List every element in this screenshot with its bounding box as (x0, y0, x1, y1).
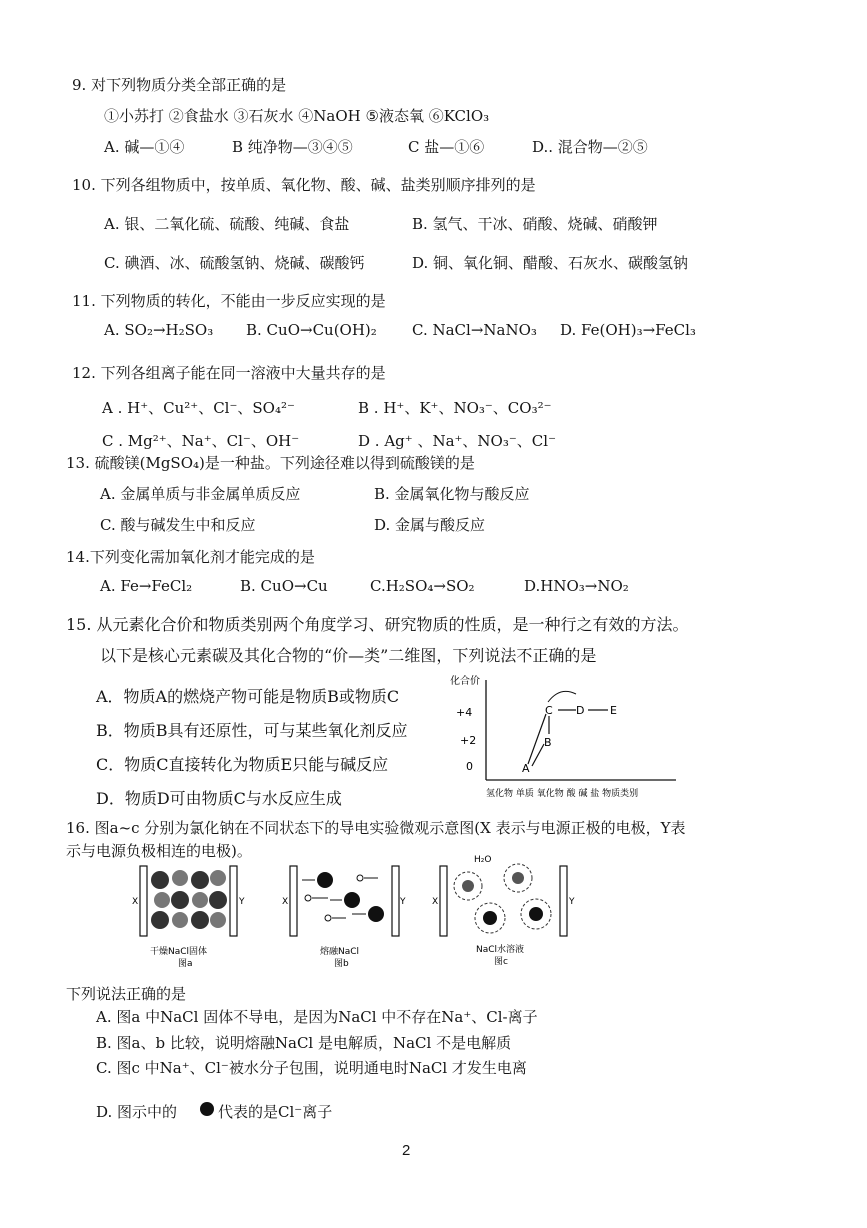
q14-stem: 14.下列变化需加氧化剂才能完成的是 (66, 548, 315, 566)
y-tick-zero: 0 (466, 760, 473, 773)
q14-option-b: B. CuO→Cu (240, 577, 328, 595)
q12-option-b: B . H⁺、K⁺、NO₃⁻、CO₃²⁻ (358, 399, 552, 417)
q14-option-c: C.H₂SO₄→SO₂ (370, 577, 475, 595)
point-e: E (610, 704, 617, 717)
ion-lattice (151, 870, 227, 929)
figure-a-solid-nacl (130, 862, 250, 972)
q16-option-c: C. 图c 中Na⁺、Cl⁻被水分子包围，说明通电时NaCl 才发生电离 (96, 1059, 527, 1077)
q16-option-d-prefix: D. 图示中的 (96, 1103, 178, 1121)
q12-stem: 12. 下列各组离子能在同一溶液中大量共存的是 (72, 364, 386, 382)
q9-stem: 9. 对下列物质分类全部正确的是 (72, 76, 287, 94)
figure-c-nacl-solution (432, 852, 582, 972)
q10-option-a: A. 银、二氧化硫、硫酸、纯碱、食盐 (104, 215, 350, 233)
x-axis-label: 氢化物 单质 氧化物 酸 碱 盐 物质类别 (486, 789, 639, 799)
label-y: Y (400, 897, 406, 907)
q11-option-b: B. CuO→Cu(OH)₂ (246, 321, 377, 339)
electrode-x (440, 866, 447, 936)
label-a: 图a (178, 959, 193, 969)
electrode-y (560, 866, 567, 936)
y-tick-plus4: +4 (456, 706, 473, 719)
arrow-c-to-e-curve (548, 691, 576, 702)
filled-ion-icon (200, 1102, 214, 1116)
point-a: A (522, 762, 530, 775)
label-c: 图c (494, 957, 508, 967)
q16-option-b: B. 图a、b 比较，说明熔融NaCl 是电解质，NaCl 不是电解质 (96, 1034, 512, 1052)
q12-option-a: A . H⁺、Cu²⁺、Cl⁻、SO₄²⁻ (102, 399, 295, 417)
q13-option-b: B. 金属氧化物与酸反应 (374, 485, 530, 503)
label-b: 图b (334, 959, 349, 969)
q9-option-b: B 纯净物—③④⑤ (232, 138, 353, 156)
q12-option-c: C . Mg²⁺、Na⁺、Cl⁻、OH⁻ (102, 432, 300, 450)
page-number: 2 (402, 1142, 411, 1159)
caption-b: 熔融NaCl (320, 947, 360, 957)
q9-option-a: A. 碱—①④ (104, 138, 185, 156)
moving-ions (302, 872, 384, 922)
q13-option-a: A. 金属单质与非金属单质反应 (100, 485, 301, 503)
q14-option-a: A. Fe→FeCl₂ (100, 577, 193, 595)
q16-prompt: 下列说法正确的是 (66, 985, 187, 1003)
q9-option-c: C 盐—①⑥ (408, 138, 485, 156)
point-b: B (544, 736, 552, 749)
q12-option-d: D . Ag⁺ 、Na⁺、NO₃⁻、Cl⁻ (358, 432, 556, 450)
electrode-y (392, 866, 399, 936)
q16-stem-line2: 示与电源负极相连的电极)。 (66, 842, 252, 860)
label-x: X (282, 897, 289, 907)
q15-option-b: B．物质B具有还原性，可与某些氧化剂反应 (96, 721, 408, 740)
q13-option-d: D. 金属与酸反应 (374, 516, 486, 534)
q16-option-a: A. 图a 中NaCl 固体不导电，是因为NaCl 中不存在Na⁺、Cl-离子 (96, 1008, 538, 1026)
label-y: Y (239, 897, 245, 907)
label-x: X (132, 897, 139, 907)
point-d: D (576, 704, 585, 717)
hydrated-ions (454, 864, 551, 933)
q11-option-a: A. SO₂→H₂SO₃ (104, 321, 214, 339)
q10-option-d: D. 铜、氧化铜、醋酸、石灰水、碳酸氢钠 (412, 254, 689, 272)
q15-option-a: A．物质A的燃烧产物可能是物质B或物质C (96, 687, 400, 706)
point-c: C (545, 704, 553, 717)
electrode-x (140, 866, 147, 936)
caption-a: 干燥NaCl固体 (150, 947, 208, 957)
q13-option-c: C. 酸与碱发生中和反应 (100, 516, 256, 534)
label-x: X (432, 897, 439, 907)
q10-option-c: C. 碘酒、冰、硫酸氢钠、烧碱、碳酸钙 (104, 254, 365, 272)
electrode-x (290, 866, 297, 936)
y-axis-label: 化合价 (450, 676, 480, 687)
q10-stem: 10. 下列各组物质中，按单质、氧化物、酸、碱、盐类别顺序排列的是 (72, 176, 536, 194)
label-y: Y (569, 897, 575, 907)
q11-option-c: C. NaCl→NaNO₃ (412, 321, 537, 339)
q9-option-d: D.. 混合物—②⑤ (532, 138, 648, 156)
y-tick-plus2: +2 (460, 734, 477, 747)
q14-option-d: D.HNO₃→NO₂ (524, 577, 629, 595)
q16-option-d-suffix: 代表的是Cl⁻离子 (218, 1103, 333, 1121)
q15-option-d: D．物质D可由物质C与水反应生成 (96, 789, 342, 808)
figure-b-molten-nacl (280, 862, 410, 972)
valence-class-diagram (448, 672, 684, 802)
q11-stem: 11. 下列物质的转化，不能由一步反应实现的是 (72, 292, 386, 310)
q15-stem-line2: 以下是核心元素碳及其化合物的“价—类”二维图，下列说法不正确的是 (100, 646, 597, 665)
q15-stem-line1: 15. 从元素化合价和物质类别两个角度学习、研究物质的性质，是一种行之有效的方法。 (66, 615, 689, 634)
q16-stem-line1: 16. 图a~c 分别为氯化钠在不同状态下的导电实验微观示意图(X 表示与电源正极的电极，Y表 (66, 819, 686, 837)
q13-stem: 13. 硫酸镁(MgSO₄)是一种盐。下列途径难以得到硫酸镁的是 (66, 454, 475, 472)
q11-option-d: D. Fe(OH)₃→FeCl₃ (560, 321, 696, 339)
q15-option-c: C．物质C直接转化为物质E只能与碱反应 (96, 755, 389, 774)
caption-c: NaCl水溶液 (476, 945, 525, 955)
water-label: H₂O (474, 855, 492, 865)
electrode-y (230, 866, 237, 936)
q10-option-b: B. 氢气、干冰、硝酸、烧碱、硝酸钾 (412, 215, 658, 233)
q9-items: ①小苏打 ②食盐水 ③石灰水 ④NaOH ⑤液态氧 ⑥KClO₃ (104, 107, 490, 125)
